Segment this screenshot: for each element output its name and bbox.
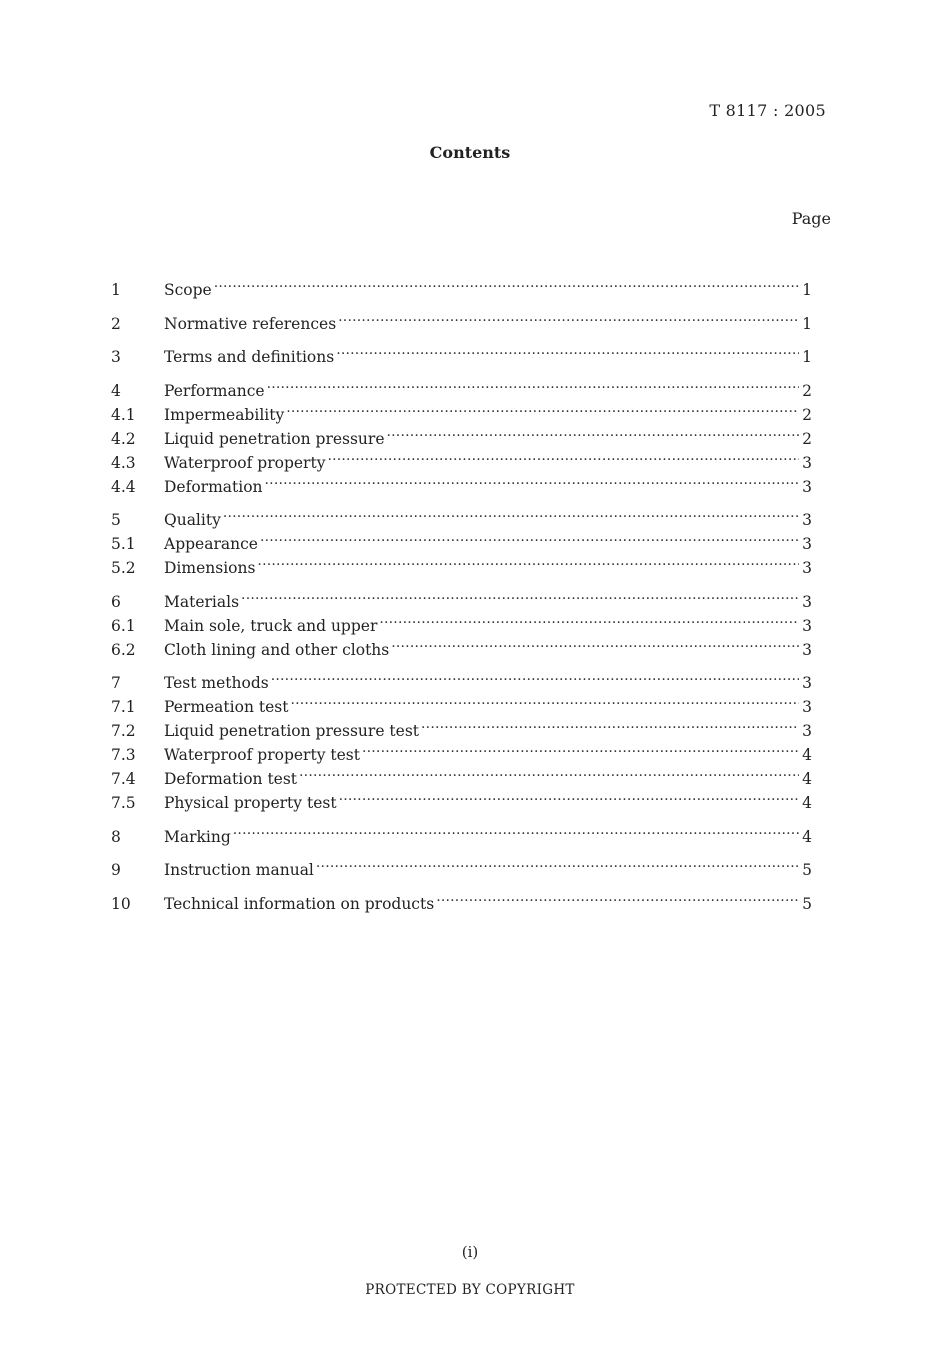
toc-section-group [111,338,812,366]
toc-dot-leader [290,688,799,712]
toc-dot-leader [379,607,799,631]
toc-entry-title: Performance [164,381,265,400]
toc-dot-leader [316,851,799,875]
toc-dot-leader [265,468,799,492]
toc-entry-title: Waterproof property test [164,746,360,764]
toc-dot-leader [286,396,799,420]
toc-entry-number: 5.2 [111,559,136,577]
toc-entry[interactable] [111,338,812,366]
toc-entry-number: 7 [111,674,121,692]
toc-section-group [111,501,812,577]
toc-entry-title: Quality [164,511,221,529]
toc-entry-number: 2 [111,314,121,333]
toc-entry-page: 5 [802,861,812,879]
toc-entry-page: 4 [802,770,812,788]
toc-section-group [111,305,812,333]
toc-entry[interactable] [111,583,812,611]
toc-section-group [111,372,812,496]
toc-entry-page: 2 [802,381,812,400]
toc-entry[interactable] [111,851,812,879]
toc-entry-title: Instruction manual [164,861,314,879]
toc-entry-number: 6.1 [111,616,136,635]
toc-dot-leader [362,736,799,760]
toc-dot-leader [299,760,799,784]
toc-entry-page: 3 [802,616,812,635]
toc-entry-title: Technical information on products [164,894,435,913]
toc-entry-page: 4 [802,827,812,846]
toc-entry[interactable] [111,372,812,400]
toc-dot-leader [339,784,799,808]
toc-entry-title: Appearance [164,535,258,553]
toc-entry-title: Cloth lining and other cloths [164,640,390,659]
toc-entry-page: 1 [802,314,812,333]
toc-entry-page: 2 [802,405,812,424]
page-number: (i) [461,1243,479,1261]
toc-dot-leader [338,305,799,329]
toc-entry-number: 9 [111,861,121,879]
toc-entry[interactable] [111,305,812,333]
toc-entry-page: 3 [802,559,812,577]
page-column-heading: Page [791,209,831,228]
toc-entry-title: Main sole, truck and upper [164,616,378,635]
toc-entry-page: 1 [802,281,812,299]
toc-entry-number: 7.3 [111,746,136,764]
toc-section-group [111,851,812,879]
toc-entry[interactable] [111,885,812,913]
toc-dot-leader [214,271,799,295]
toc-dot-leader [391,631,799,655]
toc-entry-number: 4.4 [111,477,136,496]
toc-entry-page: 3 [802,592,812,611]
toc-entry-page: 3 [802,674,812,692]
toc-entry-page: 1 [802,348,812,366]
toc-entry-title: Liquid penetration pressure test [164,722,420,740]
toc-entry-page: 3 [802,535,812,553]
toc-entry-number: 5.1 [111,535,136,553]
toc-entry-title: Normative references [164,314,337,333]
toc-entry-page: 3 [802,698,812,716]
toc-entry-page: 3 [802,511,812,529]
toc-entry-number: 4.1 [111,405,136,424]
toc-dot-leader [260,525,799,549]
toc-dot-leader [267,372,799,396]
toc-entry-page: 2 [802,429,812,448]
toc-section-group [111,818,812,846]
toc-entry-number: 6.2 [111,640,136,659]
toc-entry-number: 7.5 [111,794,136,812]
toc-dot-leader [436,885,799,909]
toc-entry-title: Marking [164,827,231,846]
toc-entry[interactable] [111,271,812,299]
toc-dot-leader [223,501,799,525]
toc-entry-title: Deformation test [164,770,298,788]
toc-entry-title: Impermeability [164,405,285,424]
toc-section-group [111,664,812,812]
toc-entry[interactable] [111,664,812,692]
toc-entry-page: 3 [802,477,812,496]
toc-entry-title: Materials [164,592,240,611]
toc-entry-title: Scope [164,281,212,299]
toc-entry-title: Physical property test [164,794,337,812]
copyright-notice: PROTECTED BY COPYRIGHT [365,1282,575,1298]
table-of-contents [111,271,812,918]
toc-dot-leader [271,664,799,688]
toc-entry-title: Liquid penetration pressure [164,429,385,448]
toc-section-group [111,583,812,659]
toc-entry-number: 5 [111,511,121,529]
toc-entry-page: 5 [802,894,812,913]
toc-entry-title: Dimensions [164,559,256,577]
toc-dot-leader [257,549,799,573]
toc-entry[interactable] [111,818,812,846]
toc-dot-leader [387,420,800,444]
toc-entry-title: Test methods [164,674,269,692]
toc-entry-number: 4.2 [111,429,136,448]
toc-entry[interactable] [111,501,812,529]
toc-section-group [111,885,812,913]
toc-section-group [111,271,812,299]
toc-entry-title: Permeation test [164,698,289,716]
toc-entry-number: 10 [111,894,131,913]
toc-dot-leader [233,818,799,842]
toc-entry-page: 4 [802,794,812,812]
page-title: Contents [429,143,511,162]
toc-dot-leader [241,583,799,607]
toc-entry-number: 3 [111,348,121,366]
toc-dot-leader [327,444,799,468]
toc-dot-leader [336,338,799,362]
toc-entry-number: 1 [111,281,121,299]
toc-entry-title: Waterproof property [164,453,326,472]
toc-entry-number: 4 [111,381,121,400]
toc-entry-number: 6 [111,592,121,611]
toc-entry-page: 3 [802,453,812,472]
toc-entry-number: 8 [111,827,121,846]
toc-entry-number: 7.2 [111,722,136,740]
document-number: T 8117 : 2005 [709,101,826,120]
toc-entry-number: 4.3 [111,453,136,472]
toc-entry-page: 4 [802,746,812,764]
toc-entry-number: 7.1 [111,698,136,716]
toc-entry-title: Terms and definitions [164,348,335,366]
toc-entry-number: 7.4 [111,770,136,788]
toc-entry-title: Deformation [164,477,263,496]
toc-dot-leader [421,712,799,736]
toc-entry-page: 3 [802,640,812,659]
toc-entry-page: 3 [802,722,812,740]
